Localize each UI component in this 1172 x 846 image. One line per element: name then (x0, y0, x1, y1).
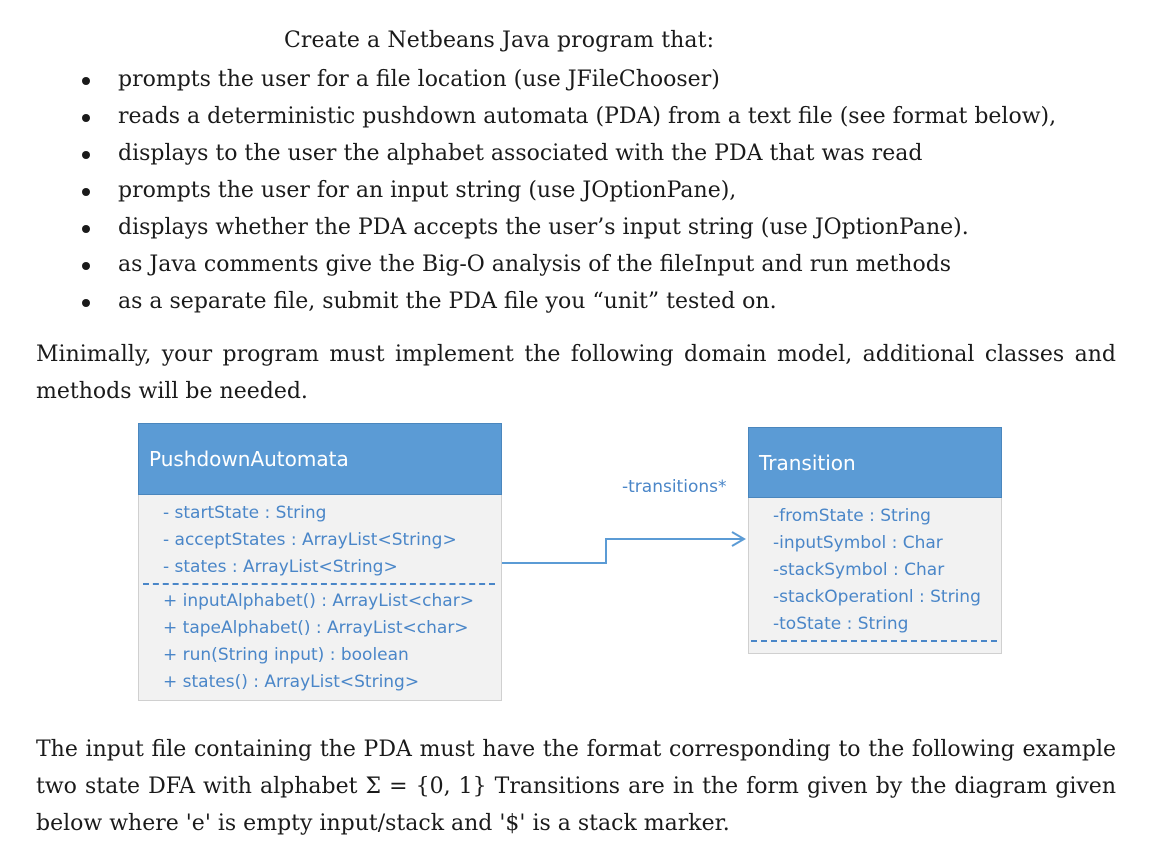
list-item: as a separate file, submit the PDA file you “unit” tested on. (0, 286, 1172, 323)
pda-attribute: - states : ArrayList<String> (163, 557, 398, 577)
domain-model-paragraph: Minimally, your program must implement the following domain model, additional classes and methods will be needed. (36, 342, 1116, 404)
transition-separator (751, 640, 997, 642)
transition-attribute: -inputSymbol : Char (773, 533, 943, 553)
pda-attribute: - startState : String (163, 503, 327, 523)
pda-method: + inputAlphabet() : ArrayList<char> (163, 591, 474, 611)
pda-method: + tapeAlphabet() : ArrayList<char> (163, 618, 469, 638)
list-item: reads a deterministic pushdown automata (PDA) from a text file (see format below), (0, 101, 1172, 138)
transition-class-body (748, 498, 1002, 654)
transition-attribute: -fromState : String (773, 506, 931, 526)
association-label: -transitions* (622, 477, 727, 497)
transition-class-box (748, 427, 1002, 654)
association-line (502, 539, 742, 563)
transition-attribute: -stackOperationl : String (773, 587, 981, 607)
transition-class-name: Transition (748, 427, 1002, 498)
list-item: displays to the user the alphabet associated with the PDA that was read (0, 138, 1172, 175)
pda-method: + states() : ArrayList<String> (163, 672, 420, 692)
pda-attribute: - acceptStates : ArrayList<String> (163, 530, 457, 550)
transition-attribute: -stackSymbol : Char (773, 560, 945, 580)
pda-class-name: PushdownAutomata (138, 423, 502, 495)
pda-method: + run(String input) : boolean (163, 645, 409, 665)
list-item: displays whether the PDA accepts the user’s input string (use JOptionPane). (0, 212, 1172, 249)
input-format-paragraph: The input file containing the PDA must have the format corresponding to the following example two state DFA with alphabet Σ = {0, 1} Transitions are in the form given by the diagram given below where 'e' is empty input/stack and '$' is a stack marker. (36, 737, 1116, 836)
list-item: prompts the user for a file location (use JFileChooser) (0, 64, 1172, 101)
list-item: prompts the user for an input string (use JOptionPane), (0, 175, 1172, 212)
page-title: Create a Netbeans Java program that: (284, 28, 715, 53)
transition-attribute: -toState : String (773, 614, 909, 634)
list-item: as Java comments give the Big-O analysis of the fileInput and run methods (0, 249, 1172, 286)
